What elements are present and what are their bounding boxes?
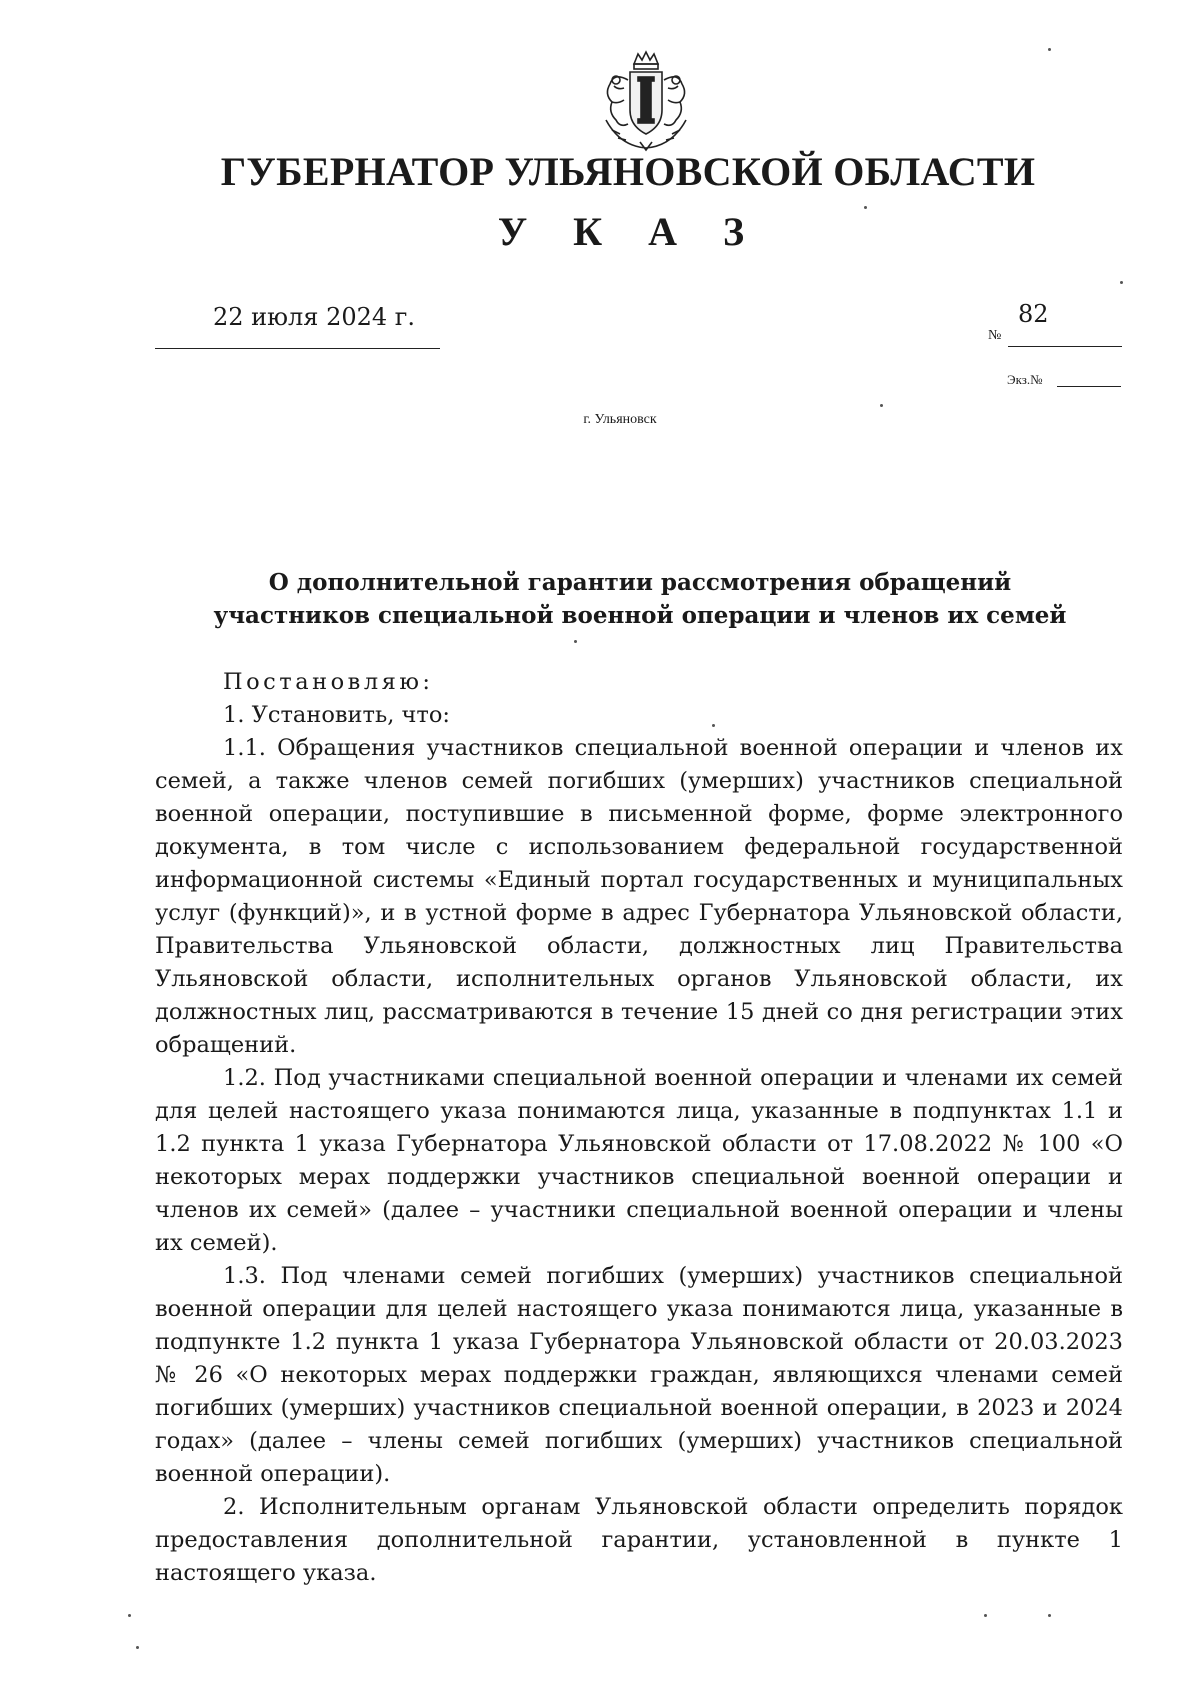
- date-underline: [155, 348, 440, 349]
- scan-speck: [880, 404, 883, 407]
- scan-speck: [136, 1646, 139, 1649]
- decree-title-line-2: участников специальной военной операции и членов их семей: [213, 602, 1067, 629]
- clause-1-2: 1.2. Под участниками специальной военной операции и членами их семей для целей настоящего указа понимаются лица, указанные в подпунктах 1.1 и 1.2 пункта 1 указа Губернатора Ульяновской области от 17.08.2022 № 100 «О некоторых мерах поддержки участников специальной военной операции и членов их семей» (далее – участники специальной военной операции и члены их семей).: [155, 1065, 1123, 1256]
- number-underline: [1008, 346, 1122, 347]
- decree-title: [155, 566, 1125, 632]
- scan-speck: [1048, 48, 1051, 51]
- decree-title-line-1: О дополнительной гарантии рассмотрения обращений: [268, 569, 1012, 596]
- issuing-authority: ГУБЕРНАТОР УЛЬЯНОВСКОЙ ОБЛАСТИ: [220, 149, 1036, 194]
- copy-number-label: Экз.№: [1007, 372, 1043, 387]
- copy-number-underline: [1057, 386, 1121, 387]
- document-date: 22 июля 2024 г.: [213, 303, 415, 331]
- decree-body: [155, 666, 1123, 1590]
- scan-speck: [574, 640, 577, 643]
- scan-speck: [128, 1614, 131, 1617]
- clause-1-3: 1.3. Под членами семей погибших (умерших) участников специальной военной операции для целей настоящего указа понимаются лица, указанные в подпункте 1.2 пункта 1 указа Губернатора Ульяновской области от 20.03.2023 № 26 «О некоторых мерах поддержки граждан, являющихся членами семей погибших (умерших) участников специальной военной операции, в 2023 и 2024 годах» (далее – члены семей погибших (умерших) участников специальной военной операции).: [155, 1263, 1123, 1487]
- document-number: 82: [1018, 300, 1049, 328]
- number-sign: №: [988, 328, 1002, 343]
- clause-1: 1. Установить, что:: [223, 702, 450, 728]
- scan-speck: [1048, 1614, 1051, 1617]
- scan-speck: [984, 1614, 987, 1617]
- scan-speck: [712, 724, 715, 727]
- document-type: У К А З: [497, 209, 763, 254]
- clause-1-1: 1.1. Обращения участников специальной военной операции и членов их семей, а также членов семей погибших (умерших) участников специальной военной операции, поступившие в письменной форме, форме электронного документа, в том числе с использованием федеральной государственной информационной системы «Единый портал государственных и муниципальных услуг (функций)», и в устной форме в адрес Губернатора Ульяновской области, Правительства Ульяновской области, должностных лиц Правительства Ульяновской области, исполнительных органов Ульяновской области, их должностных лиц, рассматриваются в течение 15 дней со дня регистрации этих обращений.: [155, 735, 1123, 1058]
- scan-speck: [864, 206, 867, 209]
- issue-city: г. Ульяновск: [583, 412, 657, 427]
- scan-speck: [1120, 281, 1123, 284]
- clause-2: 2. Исполнительным органам Ульяновской области определить порядок предоставления дополнительной гарантии, установленной в пункте 1 настоящего указа.: [155, 1494, 1123, 1586]
- coat-of-arms-emblem: [590, 50, 702, 154]
- decree-word: Постановляю:: [223, 669, 434, 695]
